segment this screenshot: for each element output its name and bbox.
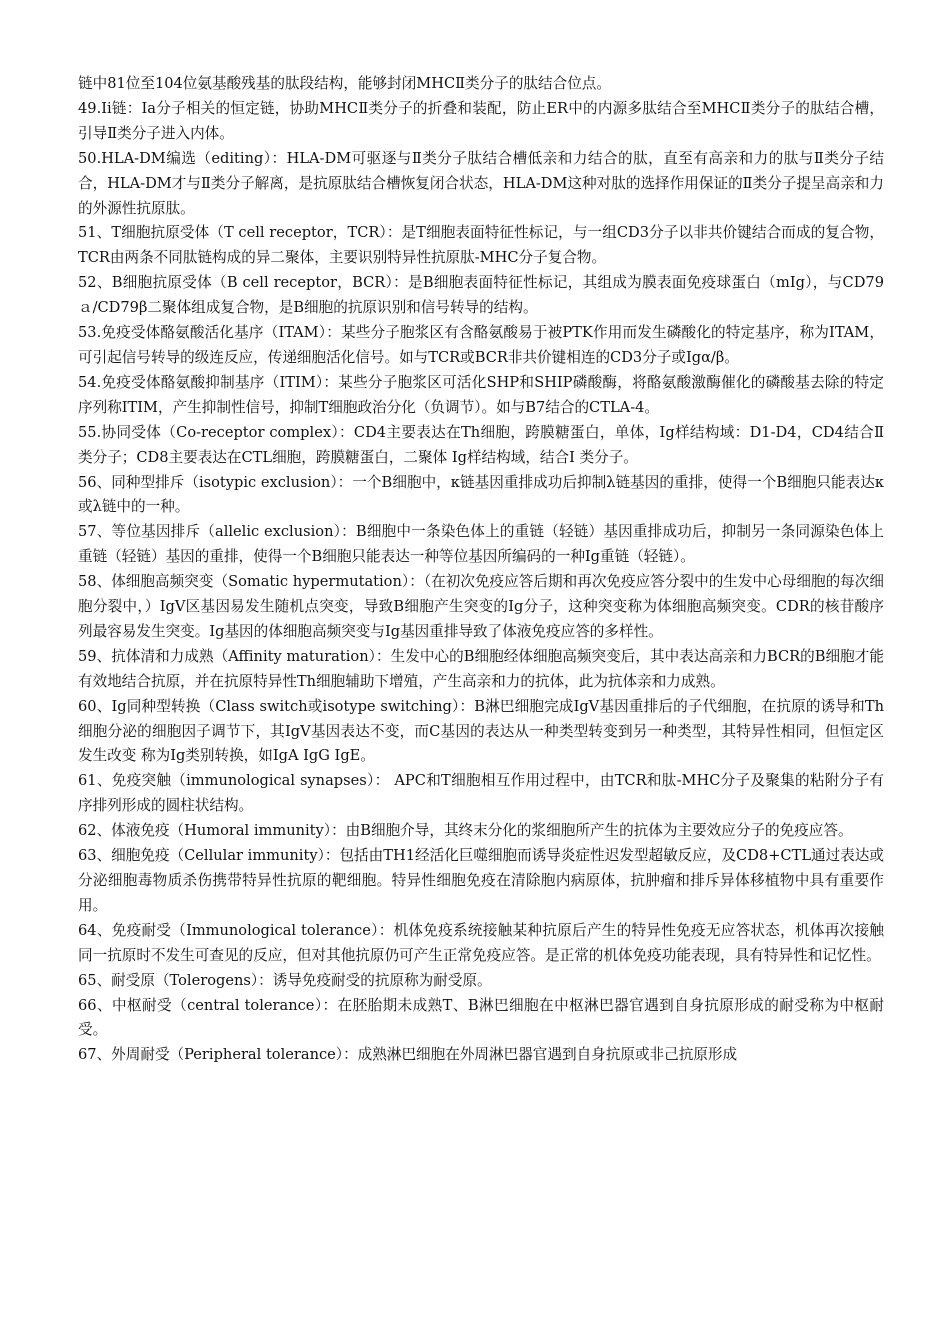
paragraph-61-immunological-synapses: 61、免疫突触（immunological synapses）： APC和T细胞相互作用过程中，由TCR和肽-MHC分子及聚集的粘附分子有序排列形成的圆柱状结构。	[78, 772, 884, 815]
paragraph-63-cellular-immunity: 63、细胞免疫（Cellular immunity）：包括由TH1经活化巨噬细胞而诱导炎症性迟发型超敏反应，及CD8+CTL通过表达或分泌细胞毒物质杀伤携带特异性抗原的靶细胞。特异性细胞免疫在清除胞内病原体，抗肿瘤和排斥异体移植物中具有重要作用。	[78, 847, 884, 914]
paragraph-59-affinity-maturation: 59、抗体清和力成熟（Affinity maturation）：生发中心的B细胞经体细胞高频突变后，其中表达高亲和力BCR的B细胞才能有效地结合抗原，并在抗原特异性Th细胞辅助下增殖，产生高亲和力的抗体，此为抗体亲和力成熟。	[78, 647, 884, 690]
paragraph-62-humoral-immunity: 62、体液免疫（Humoral immunity）：由B细胞介导，其终末分化的浆细胞所产生的抗体为主要效应分子的免疫应答。	[78, 822, 853, 840]
paragraph-58-somatic-hypermutation: 58、体细胞高频突变（Somatic hypermutation）：（在初次免疫应答后期和再次免疫应答分裂中的生发中心母细胞的每次细胞分裂中，）IgV区基因易发生随机点突变，导致B细胞产生突变的Ig分子，这种突变称为体细胞高频突变。CDR的核苷酸序列最容易发生突变。Ig基因的体细胞高频突变与Ig基因重排导致了体液免疫应答的多样性。	[78, 573, 884, 640]
paragraph-64-immunological-tolerance: 64、免疫耐受（Immunological tolerance）：机体免疫系统接触某种抗原后产生的特异性免疫无应答状态，机体再次接触同一抗原时不发生可查见的反应，但对其他抗原仍可产生正常免疫应答。是正常的机体免疫功能表现，具有特异性和记忆性。	[78, 921, 884, 964]
paragraph-50-hla-dm-editing: 50.HLA-DM编选（editing）：HLA-DM可驱逐与Ⅱ类分子肽结合槽低亲和力结合的肽，直至有高亲和力的肽与Ⅱ类分子结合，HLA-DM才与Ⅱ类分子解离，是抗原肽结合槽恢复闭合状态，HLA-DM这种对肽的选择作用保证的Ⅱ类分子提呈高亲和力的外源性抗原肽。	[78, 149, 884, 217]
paragraph-51-tcr: 51、T细胞抗原受体（T cell receptor，TCR）：是T细胞表面特征性标记，与一组CD3分子以非共价键结合而成的复合物，TCR由两条不同肽链构成的异二聚体，主要识别特异性抗原肽-MHC分子复合物。	[78, 224, 884, 267]
paragraph-56-isotypic-exclusion: 56、同种型排斥（isotypic exclusion）：一个B细胞中，κ链基因重排成功后抑制λ链基因的重排，使得一个B细胞只能表达κ或λ链中的一种。	[78, 473, 884, 516]
paragraph-52-bcr: 52、B细胞抗原受体（B cell receptor，BCR）：是B细胞表面特征性标记，其组成为膜表面免疫球蛋白（mIg），与CD79ａ/CD79β二聚体组成复合物，是B细胞的抗原识别和信号转导的结构。	[78, 274, 884, 317]
paragraph-65-tolerogens: 65、耐受原（Tolerogens）：诱导免疫耐受的抗原称为耐受原。	[78, 971, 492, 989]
paragraph-66-central-tolerance: 66、中枢耐受（central tolerance）：在胚胎期未成熟T、B淋巴细胞在中枢淋巴器官遇到自身抗原形成的耐受称为中枢耐受。	[78, 996, 884, 1039]
paragraph-49-ii-chain: 49.Ii链：Ia分子相关的恒定链，协助MHCⅡ类分子的折叠和装配，防止ER中的内源多肽结合至MHCⅡ类分子的肽结合槽，引导Ⅱ类分子进入内体。	[78, 99, 884, 142]
paragraph-54-itim: 54.免疫受体酪氨酸抑制基序（ITIM）：某些分子胞浆区可活化SHP和SHIP磷酸酶，将酪氨酸激酶催化的磷酸基去除的特定序列称ITIM，产生抑制性信号，抑制T细胞政治分化（负调节）。如与B7结合的CTLA-4。	[78, 373, 884, 416]
paragraph-55-co-receptor: 55.协同受体（Co-receptor complex）：CD4主要表达在Th细胞，跨膜糖蛋白，单体，Ig样结构域：D1-D4，CD4结合Ⅱ类分子；CD8主要表达在CTL细胞，跨膜糖蛋白，二聚体 Ig样结构域，结合Ⅰ 类分子。	[78, 423, 884, 466]
paragraph-60-class-switch: 60、Ig同种型转换（Class switch或isotype switching）：B淋巴细胞完成IgV基因重排后的子代细胞，在抗原的诱导和Th细胞分泌的细胞因子调节下，其IgV基因表达不变，而C基因的表达从一种类型转变到另一种类型，其特异性相同，但恒定区发生改变 称为Ig类别转换，如IgA IgG IgE。	[78, 697, 884, 765]
paragraph-67-peripheral-tolerance: 67、外周耐受（Peripheral tolerance）：成熟淋巴细胞在外周淋巴器官遇到自身抗原或非己抗原形成	[78, 1046, 738, 1064]
paragraph-53-itam: 53.免疫受体酪氨酸活化基序（ITAM）：某些分子胞浆区有含酪氨酸易于被PTK作用而发生磷酸化的特定基序，称为ITAM，可引起信号转导的级连反应，传递细胞活化信号。如与TCR或BCR非共价键相连的CD3分子或Igα/β。	[78, 324, 884, 366]
document-page	[78, 72, 884, 1068]
paragraph-57-allelic-exclusion: 57、等位基因排斥（allelic exclusion）：B细胞中一条染色体上的重链（轻链）基因重排成功后，抑制另一条同源染色体上重链（轻链）基因的重排，使得一个B细胞只能表达一种等位基因所编码的一种Ig重链（轻链）。	[78, 523, 884, 566]
paragraph-48-continuation: 链中81位至104位氨基酸残基的肽段结构，能够封闭MHCⅡ类分子的肽结合位点。	[78, 75, 611, 92]
